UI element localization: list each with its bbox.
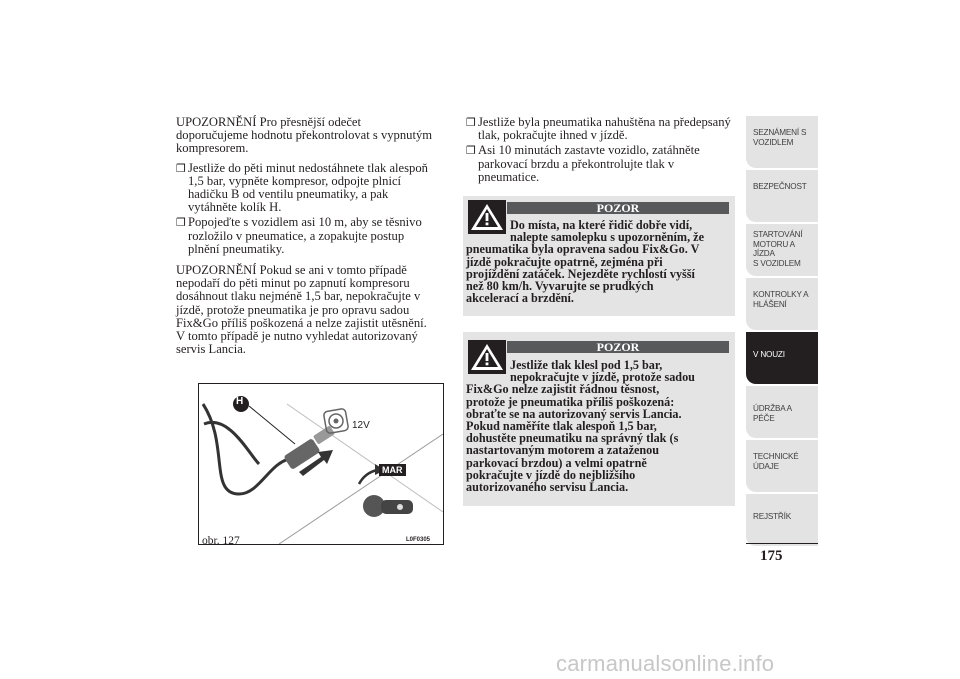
right-column <box>466 116 734 186</box>
page-number: 175 <box>760 548 783 564</box>
tab-udrzba[interactable]: ÚDRŽBA A PÉČE <box>746 386 818 438</box>
note-measure: UPOZORNĚNÍ Pro přesnější odečet doporučujeme hodnotu překontrolovat s vypnutým kompresorem. <box>176 115 433 156</box>
tab-seznameni[interactable]: SEZNÁMENÍ S VOZIDLEM <box>746 116 818 168</box>
page-number-rule <box>746 543 818 544</box>
label-12v: 12V <box>352 420 370 431</box>
checkbox-bullet-icon: ❒ <box>466 144 476 158</box>
list-item: ❒ Jestliže byla pneumatika nahuštěna na předepsaný tlak, pokračujte ihned v jízdě. <box>466 115 731 143</box>
list-item: ❒ Jestliže do pěti minut nedostáhnete tlak alespoň 1,5 bar, vypněte kompresor, odpojte plnicí hadičku B od ventilu pneumatiky, a pak vytáhněte kolík H. <box>176 160 428 215</box>
checkbox-bullet-icon: ❒ <box>176 216 186 230</box>
checkbox-bullet-icon: ❒ <box>176 161 186 175</box>
left-column <box>176 116 434 362</box>
figure-code: L0F0305 <box>406 537 431 543</box>
checkbox-bullet-icon: ❒ <box>466 116 476 129</box>
tab-bezpecnost[interactable]: BEZPEČNOST <box>746 170 818 222</box>
warning-box <box>463 332 735 506</box>
warning-box <box>463 196 735 316</box>
warning-title: POZOR <box>507 202 729 214</box>
tab-v-nouzi[interactable]: V NOUZI <box>746 332 818 384</box>
label-h: H <box>236 396 244 407</box>
tab-kontrolky[interactable]: KONTROLKY A HLÁŠENÍ <box>746 278 818 330</box>
list-item: ❒ Asi 10 minutách zastavte vozidlo, zatáhněte parkovací brzdu a překontrolujte tlak v pneumatice. <box>466 143 700 184</box>
tab-startovani[interactable]: STARTOVÁNÍ MOTORU A JÍZDA S VOZIDLEM <box>746 224 818 276</box>
note-pressure: UPOZORNĚNÍ Pokud se ani v tomto případě nepodaří do pěti minut po zapnutí kompresoru dosáhnout tlaku nejméně 1,5 bar, nepokračujte v jízdě, protože pneumatika je pro opravu sadou Fix&Go příliš poškozená a nelze zajistit utěsnění. V tomto případě je nutno vyhledat autorizovaný servis Lancia. <box>176 263 427 357</box>
warning-title: POZOR <box>507 341 729 353</box>
warning-text: Jestliže tlak klesl pod 1,5 bar, nepokračujte v jízdě, protože sadou Fix&Go nelze zajistit řádnou těsnost, protože je pneumatika příliš poškozená: obraťte se na autorizovaný servis Lancia. Pokud naměříte tlak alespoň 1,5 bar, dohustěte pneumatiku na správný tlak (s nastartovaným motorem a zataženou parkovací brzdou) a velmi opatrně pokračujte v jízdě do nejbližšího autorizovaného servisu Lancia. <box>466 358 695 495</box>
warning-text: Do místa, na které řidič dobře vidí, nalepte samolepku s upozorněním, že pneumatika byla opravena sadou Fix&Go. V jízdě pokračujte opatrně, zejména při projíždění zatáček. Nejezděte rychlostí vyšší než 80 km/h. Vyvarujte se prudkých akcelerací a brzdění. <box>466 218 704 306</box>
figure-caption: obr. 127 <box>202 535 240 547</box>
tab-technicke[interactable]: TECHNICKÉ ÚDAJE <box>746 440 818 492</box>
compressor-plug-illustration <box>199 384 443 544</box>
figure-illustration <box>198 383 444 545</box>
watermark: carmanualsonline.info <box>556 651 775 676</box>
label-mar: MAR <box>379 464 406 476</box>
list-item: ❒ Popojeďte s vozidlem asi 10 m, aby se těsnivo rozložilo v pneumatice, a zopakujte postup plnění pneumatiky. <box>176 215 422 256</box>
tab-rejstrik[interactable]: REJSTŘÍK <box>746 494 818 546</box>
